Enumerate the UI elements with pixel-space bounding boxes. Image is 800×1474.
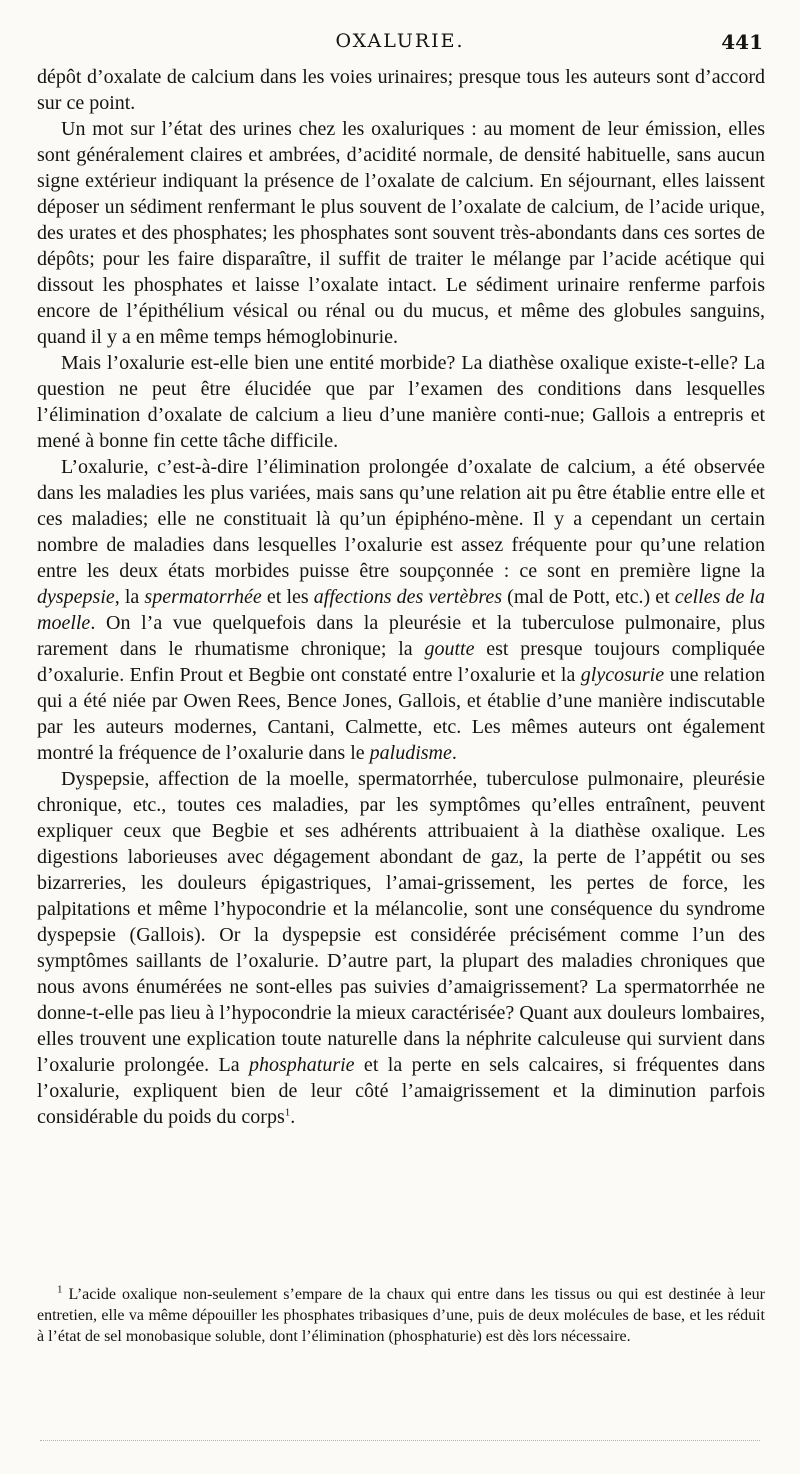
footnote-marker: 1 xyxy=(284,1106,291,1119)
footnote-1 xyxy=(37,1284,765,1347)
italic-term: affections des vertèbres xyxy=(313,586,503,608)
text-run: Mais l’oxalurie est-elle bien une entité morbide? La diathèse oxalique existe-t-elle? La question ne peut être élucidée que par l’examen des conditions dans lesquelles l’élimination d’oxalate de calcium a lieu d’une manière conti-nue; Gallois a entrepris et mené à bonne fin cette tâche difficile. xyxy=(37,352,765,452)
paragraph-4 xyxy=(37,454,765,766)
paragraph-5 xyxy=(37,766,765,1130)
footnotes xyxy=(37,1284,765,1347)
italic-term: goutte xyxy=(424,638,475,660)
text-run: . On l’a vue quelquefois dans la pleurésie et la tuberculose pulmonaire, plus rarement dans le rhumatisme chronique; la xyxy=(37,612,765,660)
italic-term: celles de la moelle xyxy=(37,586,765,634)
italic-term: paludisme xyxy=(369,742,452,764)
text-run: Dyspepsie, affection de la moelle, spermatorrhée, tuberculose pulmonaire, pleurésie chronique, etc., toutes ces maladies, par les symptômes qu’elles entraînent, peuvent expliquer ceux que Begbie et ses adhérents attribuaient à la diathèse oxalique. Les digestions laborieuses avec dégagement abondant de gaz, la perte de l’appétit ou ses bizarreries, les douleurs épigastriques, l’amai-grissement, les pertes de force, les palpitations et même l’hypocondrie et la mélancolie, sont une conséquence du syndrome dyspepsie (Gallois). Or la dyspepsie est considérée précisément comme l’un des symptômes saillants de l’oxalurie. D’autre part, la plupart des maladies chroniques que nous avons énumérées ne sont-elles pas suivies d’amaigrissement? La spermatorrhée ne donne-t-elle pas lieu à l’hypocondrie la mieux caractérisée? Quant aux douleurs lombaires, elles trouvent une explication toute naturelle dans la néphrite calculeuse qui survient dans l’oxalurie prolongée. La xyxy=(37,768,765,1076)
text-run: et la perte en sels calcaires, si fréquentes dans l’oxalurie, expliquent bien de leur côté l’amaigrissement et la diminution parfois considérable du poids du corps xyxy=(37,1054,765,1128)
bottom-rule xyxy=(40,1440,760,1441)
text-run: . xyxy=(451,742,457,764)
italic-term: dyspepsie xyxy=(37,586,115,608)
italic-term: glycosurie xyxy=(580,664,665,686)
text-run: , la xyxy=(114,586,145,608)
paragraph-3 xyxy=(37,350,765,454)
text-run: L’acide oxalique non-seulement s’empare de la chaux qui entre dans les tissus ou qui est destinée à leur entretien, elle va même dépouiller les phosphates tribasiques d’une, puis de deux molécules de base, et les réduit à l’état de sel monobasique soluble, dont l’élimination (phosphaturie) est dès lors nécessaire. xyxy=(37,1286,765,1345)
page-number: 441 xyxy=(721,30,763,54)
text-run: une relation qui a été niée par Owen Rees, Bence Jones, Gallois, et établie d’une manière indiscutable par les auteurs modernes, Cantani, Calmette, etc. Les mêmes auteurs ont également montré la fréquence de l’oxalurie dans le xyxy=(37,664,765,764)
italic-term: phosphaturie xyxy=(248,1054,355,1076)
text-run: et les xyxy=(261,586,314,608)
body-text xyxy=(37,64,765,1130)
text-run: Un mot sur l’état des urines chez les oxaluriques : au moment de leur émission, elles sont généralement claires et ambrées, d’acidité normale, de densité habituelle, sans aucun signe extérieur indiquant la présence de l’oxalate de calcium. En séjournant, elles laissent déposer un sédiment renfermant le plus souvent de l’oxalate de calcium, de l’acide urique, des urates et des phosphates; les phosphates sont souvent très-abondants dans ces sortes de dépôts; pour les faire disparaître, il suffit de traiter le mélange par l’acide acétique qui dissout les phosphates et laisse l’oxalate intact. Le sédiment urinaire renferme parfois encore de l’épithélium vésical ou rénal ou du mucus, et même des globules sanguins, quand il y a en même temps hémoglobinurie. xyxy=(37,118,765,348)
text-run: . xyxy=(290,1106,296,1128)
text-run: est presque toujours compliquée d’oxalurie. Enfin Prout et Begbie ont constaté entre l’oxalurie et la xyxy=(37,638,765,686)
text-run: dépôt d’oxalate de calcium dans les voies urinaires; presque tous les auteurs sont d’accord sur ce point. xyxy=(37,66,765,114)
page-header xyxy=(0,30,800,58)
paragraph-2 xyxy=(37,116,765,350)
running-title: OXALURIE. xyxy=(335,30,465,52)
footnote-marker: 1 xyxy=(57,1283,63,1296)
text-run: (mal de Pott, etc.) et xyxy=(502,586,675,608)
italic-term: spermatorrhée xyxy=(144,586,262,608)
text-run: L’oxalurie, c’est-à-dire l’élimination prolongée d’oxalate de calcium, a été observée dans les maladies les plus variées, mais sans qu’une relation ait pu être établie entre elle et ces maladies; elle ne constituait là qu’un épiphéno-mène. Il y a cependant un certain nombre de maladies dans lesquelles l’oxalurie est assez fréquente pour qu’une relation entre les deux états morbides puisse être soupçonnée : ce sont en première ligne la xyxy=(37,456,765,582)
paragraph-1 xyxy=(37,64,765,116)
